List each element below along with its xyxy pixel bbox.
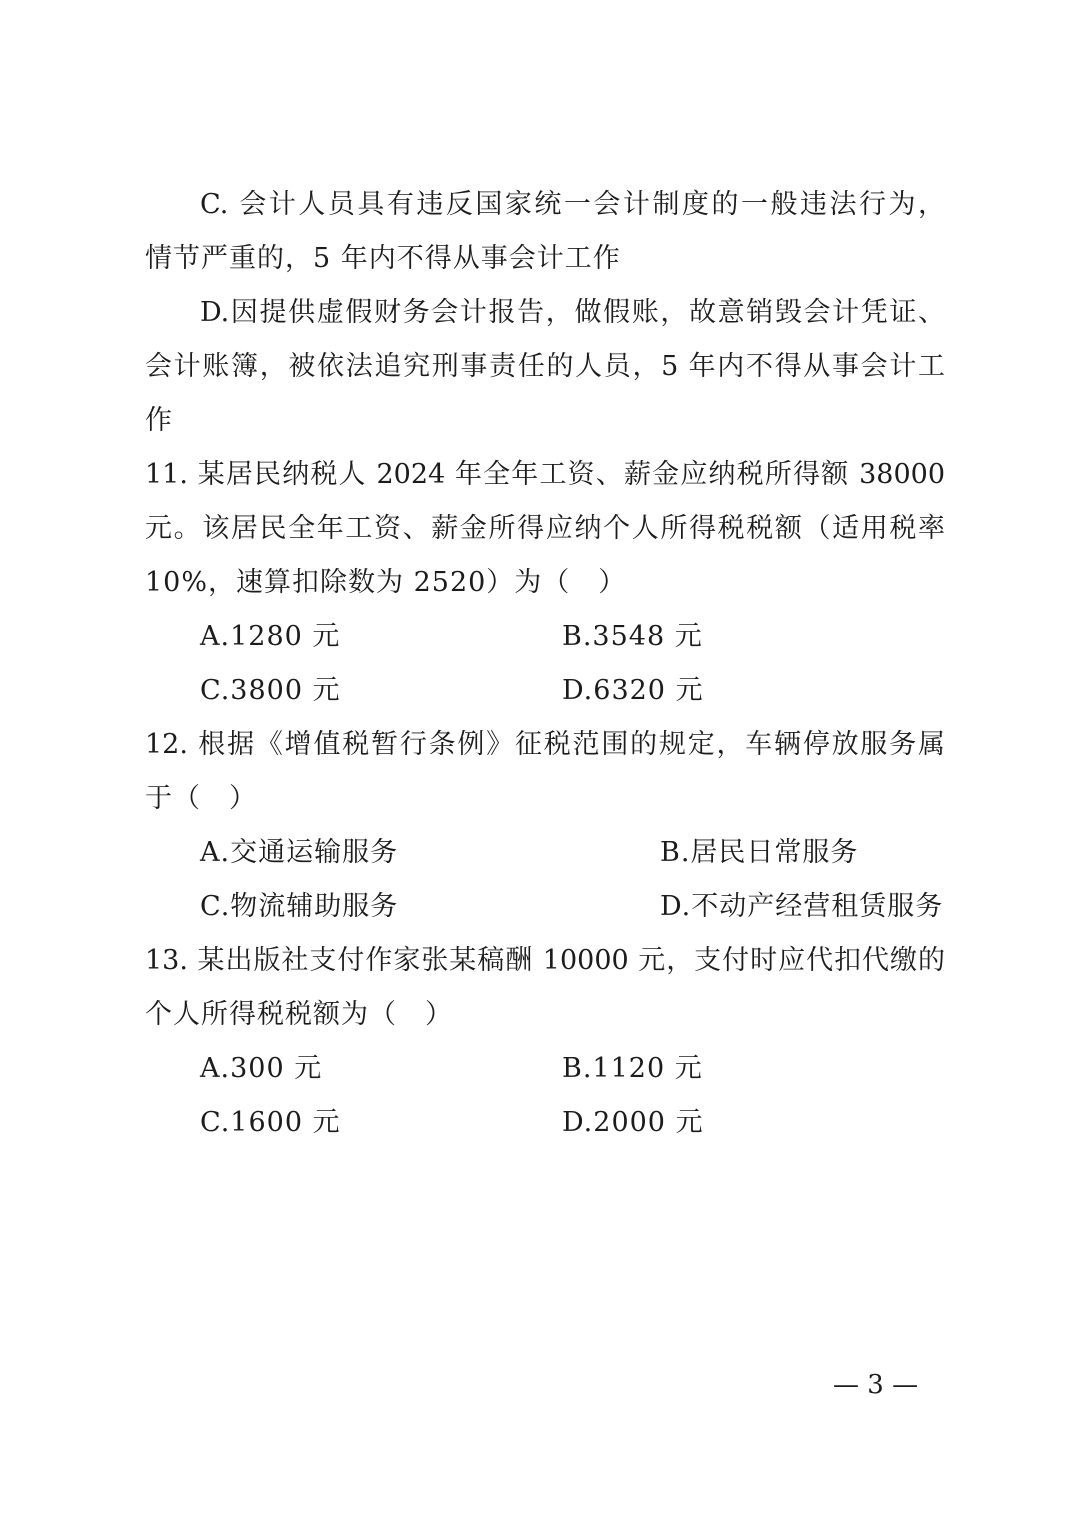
q12-stem-line1: 12. 根据《增值税暂行条例》征税范围的规定，车辆停放服务属 <box>145 729 945 760</box>
q13-option-b: B.1120 元 <box>562 1053 703 1084</box>
q10-option-c-line2: 情节严重的，5 年内不得从事会计工作 <box>145 243 621 274</box>
q13-option-d: D.2000 元 <box>562 1107 704 1138</box>
q12-stem-line2: 于（ ） <box>145 783 257 814</box>
q11-option-a: A.1280 元 <box>200 621 341 652</box>
q12-option-b: B.居民日常服务 <box>660 837 859 868</box>
page-number: — 3 — <box>833 1370 919 1400</box>
q12-option-d: D.不动产经营租赁服务 <box>660 891 944 922</box>
q10-option-c-line1: C. 会计人员具有违反国家统一会计制度的一般违法行为， <box>200 189 945 220</box>
q11-option-b: B.3548 元 <box>562 621 703 652</box>
q13-stem-line1: 13. 某出版社支付作家张某稿酬 10000 元，支付时应代扣代缴的 <box>145 945 945 976</box>
q12-option-a: A.交通运输服务 <box>200 837 399 868</box>
q11-option-d: D.6320 元 <box>562 675 704 706</box>
q13-stem-line2: 个人所得税税额为（ ） <box>145 999 453 1030</box>
q11-option-c: C.3800 元 <box>200 675 341 706</box>
q13-option-a: A.300 元 <box>200 1053 323 1084</box>
q10-option-d-line2: 会计账簿，被依法追究刑事责任的人员，5 年内不得从事会计工 <box>145 351 945 382</box>
q11-stem-line1: 11. 某居民纳税人 2024 年全年工资、薪金应纳税所得额 38000 <box>145 459 945 490</box>
q12-option-c: C.物流辅助服务 <box>200 891 399 922</box>
q11-stem-line3: 10%，速算扣除数为 2520）为（ ） <box>145 567 627 598</box>
q10-option-d-line3: 作 <box>145 405 173 436</box>
q13-option-c: C.1600 元 <box>200 1107 341 1138</box>
q10-option-d-line1: D.因提供虚假财务会计报告，做假账，故意销毁会计凭证、 <box>200 297 945 328</box>
q11-stem-line2: 元。该居民全年工资、薪金所得应纳个人所得税税额（适用税率 <box>145 513 945 544</box>
